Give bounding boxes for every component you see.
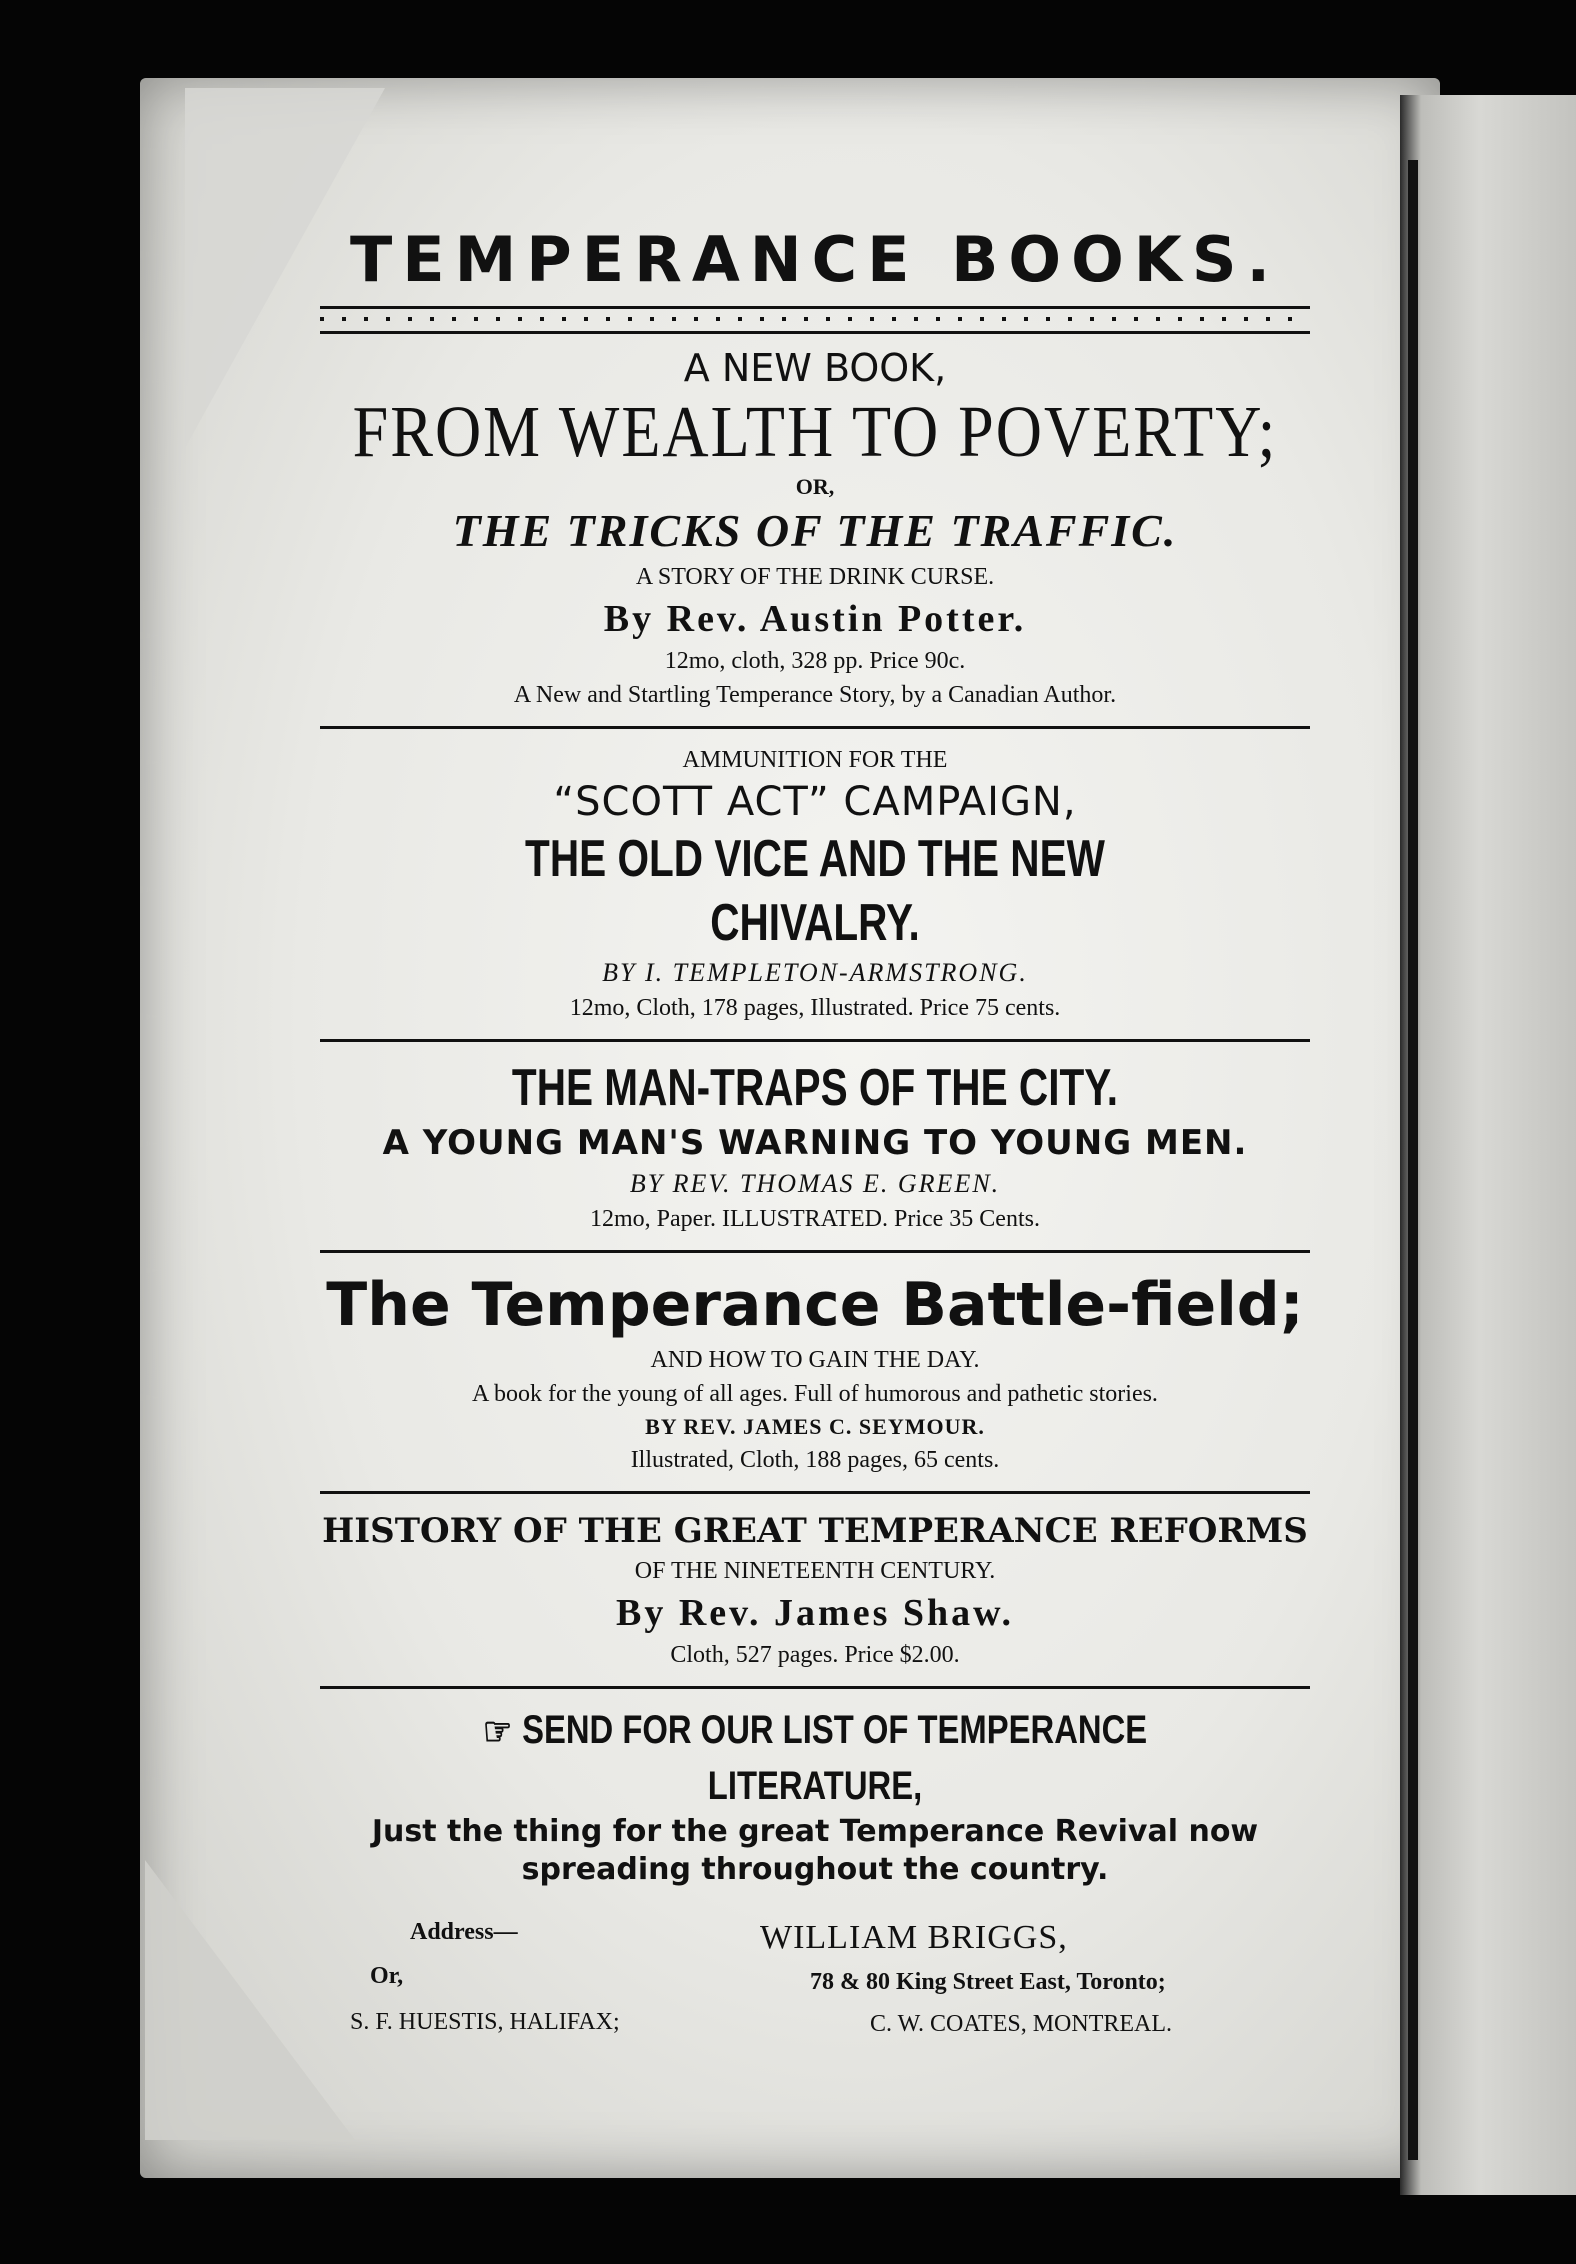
book3-subtitle: A YOUNG MAN'S WARNING TO YOUNG MEN. [382, 1123, 1248, 1163]
book1-kicker: A NEW BOOK, [683, 346, 947, 390]
or-label: Or, [370, 1963, 404, 1990]
book3-title: THE MAN-TRAPS OF THE CITY. [511, 1059, 1119, 1117]
coates-address: C. W. COATES, MONTREAL. [870, 2011, 1173, 2038]
book5-subtitle: OF THE NINETEENTH CENTURY. [634, 1558, 996, 1584]
book4-details: Illustrated, Cloth, 188 pages, 65 cents. [630, 1447, 1000, 1473]
book2-kicker: AMMUNITION FOR THE [682, 747, 948, 773]
book3-author: BY REV. THOMAS E. GREEN. [629, 1169, 1001, 1198]
pointing-hand-icon: ☞ [482, 1710, 513, 1755]
adjacent-page-strip [1400, 95, 1576, 2195]
book5-details: Cloth, 527 pages. Price $2.00. [670, 1642, 960, 1668]
book1-or: OR, [795, 474, 835, 499]
briggs-address: 78 & 80 King Street East, Toronto; [810, 1969, 1166, 1996]
footer-line1: Just the thing for the great Temperance Revival now [371, 1814, 1259, 1850]
book1-title: FROM WEALTH TO POVERTY; [352, 390, 1278, 473]
send-text: SEND FOR OUR LIST OF TEMPERANCE LITERATURE, [522, 1708, 1148, 1809]
footer-line2: spreading throughout the country. [521, 1852, 1109, 1888]
book4-section [320, 1267, 1310, 1477]
book1-details: 12mo, cloth, 328 pp. Price 90c. [664, 648, 966, 674]
book4-title: The Temperance Battle-field; [326, 1270, 1304, 1340]
book2-title: THE OLD VICE AND THE NEW CHIVALRY. [525, 830, 1105, 952]
divider [320, 1250, 1310, 1253]
book2-section [320, 743, 1310, 1025]
send-for-list [409, 1703, 1221, 1813]
book4-subtitle: AND HOW TO GAIN THE DAY. [650, 1347, 980, 1373]
book4-author: BY REV. JAMES C. SEYMOUR. [645, 1414, 985, 1439]
briggs-name: WILLIAM BRIGGS, [760, 1919, 1068, 1957]
book2-campaign: “SCOTT ACT” CAMPAIGN, [553, 779, 1077, 825]
advertisement-content [320, 220, 1310, 2069]
book4-blurb: A book for the young of all ages. Full of humorous and pathetic stories. [472, 1381, 1158, 1407]
book5-author: By Rev. James Shaw. [616, 1592, 1014, 1634]
spine-crack [1408, 160, 1418, 2160]
book1-blurb: A New and Startling Temperance Story, by a Canadian Author. [513, 682, 1117, 708]
book2-details: 12mo, Cloth, 178 pages, Illustrated. Price 75 cents. [569, 995, 1061, 1021]
divider [320, 1039, 1310, 1042]
dotted-rule [320, 306, 1310, 334]
book1-subtitle: THE TRICKS OF THE TRAFFIC. [452, 505, 1178, 556]
page-title: TEMPERANCE BOOKS. [349, 223, 1281, 296]
divider [320, 1491, 1310, 1494]
book1-tagline: A STORY OF THE DRINK CURSE. [635, 564, 995, 590]
book1-author: By Rev. Austin Potter. [603, 598, 1027, 640]
footer-section [320, 1703, 1310, 2069]
book5-section [320, 1508, 1310, 1672]
book5-title: HISTORY OF THE GREAT TEMPERANCE REFORMS [322, 1511, 1308, 1551]
book2-author: BY I. TEMPLETON-ARMSTRONG. [602, 958, 1028, 987]
book3-details: 12mo, Paper. ILLUSTRATED. Price 35 Cents. [590, 1206, 1040, 1232]
divider [320, 726, 1310, 729]
huestis-address: S. F. HUESTIS, HALIFAX; [350, 2009, 620, 2036]
divider [320, 1686, 1310, 1689]
address-label: Address— [410, 1919, 518, 1946]
book1-section [320, 344, 1310, 712]
book3-section [320, 1056, 1310, 1236]
address-block [320, 1919, 1310, 2069]
